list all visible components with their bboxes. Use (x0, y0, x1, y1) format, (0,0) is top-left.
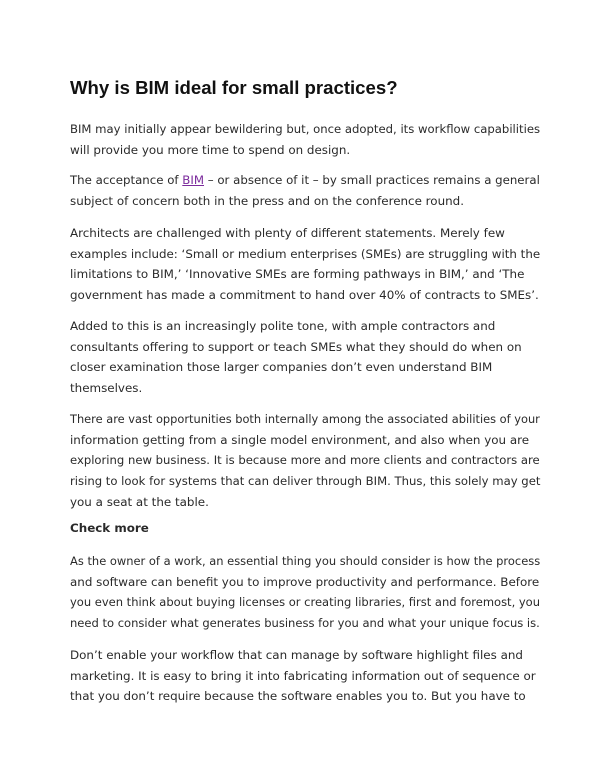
text-line: BIM may initially appear bewildering but, once adopted, its workflow capabilities (70, 122, 541, 136)
text-line: As the owner of a work, an essential thing you should consider is how the process (70, 554, 541, 568)
text-line: limitations to BIM,’ ‘Innovative SMEs are forming pathways in BIM,’ and ‘The (70, 267, 525, 282)
paragraph-tone (70, 316, 540, 399)
paragraph-owner (70, 551, 540, 634)
text-line: need to consider what generates business for you and what your unique focus is. (70, 616, 540, 631)
text-line: consultants offering to support or teach SMEs what they should do when on (70, 339, 522, 354)
paragraph-statements (70, 223, 540, 306)
text-line: marketing. It is easy to bring it into fabricating information out of sequence or (70, 668, 536, 683)
text-line: you even think about buying licenses or creating libraries, first and foremost, you (70, 595, 541, 610)
text-line: information getting from a single model environment, and also when you are (70, 432, 530, 447)
paragraph-workflow (70, 645, 540, 707)
text-line: rising to look for systems that can deliver through BIM. Thus, this solely may get (70, 474, 541, 489)
text-line: Architects are challenged with plenty of different statements. Merely few (70, 226, 505, 240)
text-line: Don’t enable your workflow that can manage by software highlight files and (70, 648, 523, 662)
bim-link[interactable]: BIM (182, 173, 204, 187)
text-line: and software can benefit you to improve productivity and performance. Before (70, 574, 540, 589)
text-line: will provide you more time to spend on design. (70, 142, 351, 157)
text-line: themselves. (70, 381, 143, 396)
text-line: you a seat at the table. (70, 494, 209, 509)
text-line: Added to this is an increasingly polite tone, with ample contractors and (70, 319, 496, 333)
page-title: Why is BIM ideal for small practices? (70, 77, 398, 98)
paragraph-acceptance (70, 170, 540, 211)
text-line: examples include: ‘Small or medium enterprises (SMEs) are struggling with the (70, 246, 541, 261)
text-fragment: The acceptance of (70, 173, 183, 187)
text-line: There are vast opportunities both internally among the associated abilities of your (70, 412, 540, 426)
paragraph-intro (70, 119, 540, 160)
text-line: closer examination those larger companies don’t even understand BIM (70, 360, 493, 375)
text-fragment: – or absence of it – by small practices remains a general (203, 173, 540, 187)
section-subheading: Check more (70, 521, 149, 535)
paragraph-opportunities (70, 409, 540, 513)
text-line: subject of concern both in the press and on the conference round. (70, 193, 464, 208)
text-line: exploring new business. It is because more and more clients and contractors are (70, 453, 540, 468)
text-line: that you don’t require because the software enables you to. But you have to (70, 689, 526, 704)
text-line: government has made a commitment to hand over 40% of contracts to SMEs’. (70, 288, 539, 303)
text-line (70, 170, 540, 191)
